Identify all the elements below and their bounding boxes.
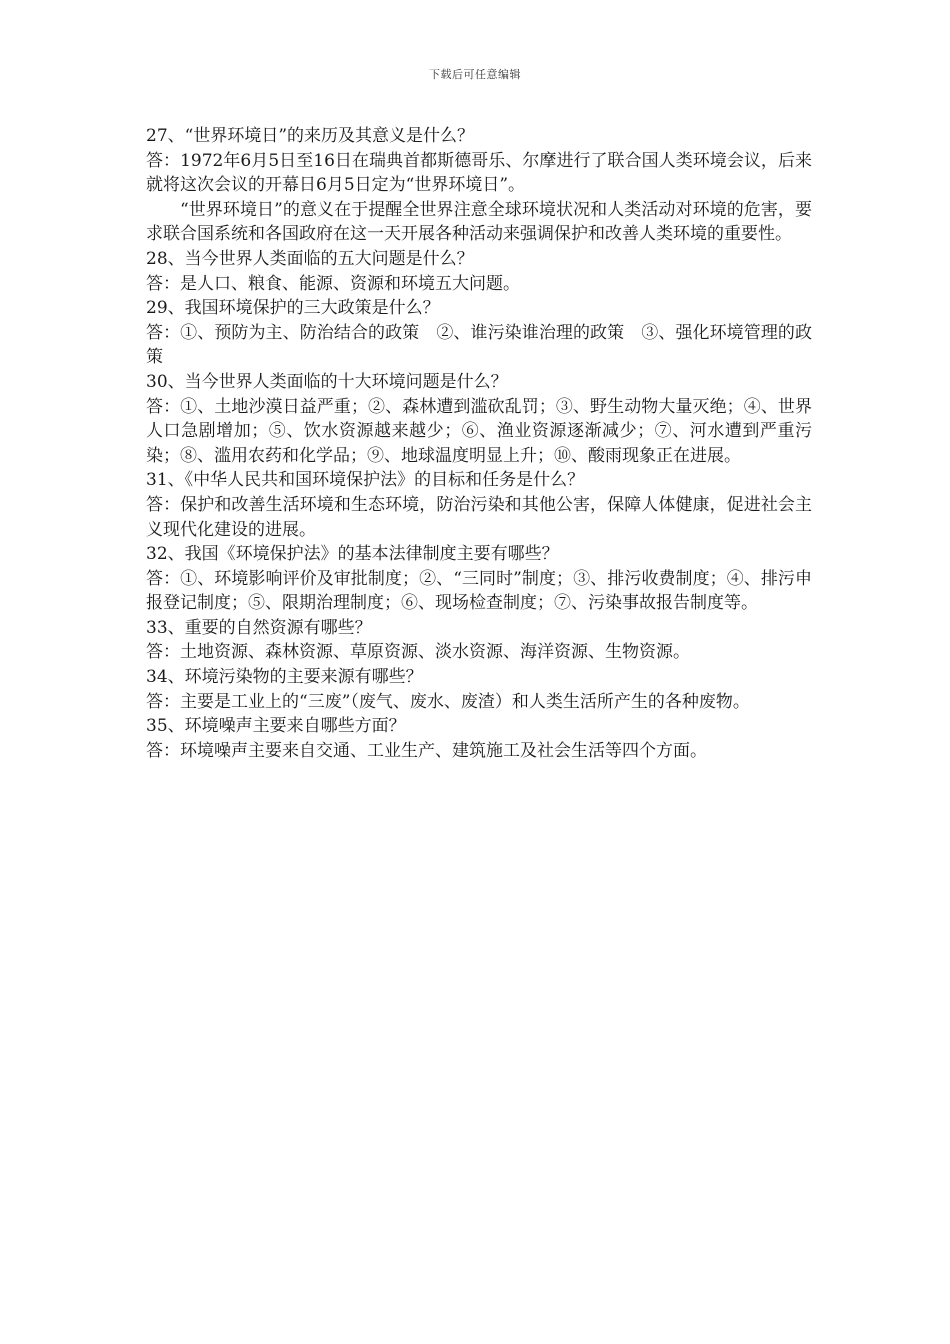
document-body (146, 124, 812, 763)
answer-34: 答：主要是工业上的“三废”（废气、废水、废渣）和人类生活所产生的各种废物。 (146, 691, 750, 712)
question-31: 31、《中华人民共和国环境保护法》的目标和任务是什么？ (146, 470, 585, 491)
answer-27-meaning: “世界环境日”的意义在于提醒全世界注意全球环境状况和人类活动对环境的危害，要求联合国系统和各国政府在这一天开展各种活动来强调保护和改善人类环境的重要性。 (146, 199, 812, 245)
question-29: 29、我国环境保护的三大政策是什么？ (146, 298, 440, 319)
question-27: 27、“世界环境日”的来历及其意义是什么？ (146, 126, 475, 146)
question-34: 34、环境污染物的主要来源有哪些？ (146, 667, 423, 688)
question-32: 32、我国《环境保护法》的基本法律制度主要有哪些？ (146, 544, 559, 565)
page-header: 下载后可任意编辑 (429, 68, 521, 81)
question-35: 35、环境噪声主要来自哪些方面？ (146, 716, 406, 737)
answer-32: 答：①、环境影响评价及审批制度；②、“三同时”制度；③、排污收费制度；④、排污申报登记制度；⑤、限期治理制度；⑥、现场检查制度；⑦、污染事故报告制度等。 (146, 568, 812, 614)
answer-27: 答：1972年6月5日至16日在瑞典首都斯德哥乐、尔摩进行了联合国人类环境会议，后来就将这次会议的开幕日6月5日定为“世界环境日”。 (146, 150, 812, 196)
question-30: 30、当今世界人类面临的十大环境问题是什么？ (146, 371, 508, 392)
answer-31: 答：保护和改善生活环境和生态环境，防治污染和其他公害，保障人体健康，促进社会主义现代化建设的进展。 (146, 494, 812, 540)
question-28: 28、当今世界人类面临的五大问题是什么？ (146, 248, 474, 269)
answer-29: 答：①、预防为主、防治结合的政策 ②、谁污染谁治理的政策 ③、强化环境管理的政策 (146, 322, 812, 368)
answer-28: 答：是人口、粮食、能源、资源和环境五大问题。 (146, 273, 520, 294)
answer-33: 答：土地资源、森林资源、草原资源、淡水资源、海洋资源、生物资源。 (146, 642, 690, 663)
answer-30: 答：①、土地沙漠日益严重；②、森林遭到滥砍乱罚；③、野生动物大量灭绝；④、世界人口急剧增加；⑤、饮水资源越来越少；⑥、渔业资源逐渐减少；⑦、河水遭到严重污染；⑧、滥用农药和化学品；⑨、地球温度明显上升；⑩、酸雨现象正在进展。 (146, 396, 812, 466)
answer-35: 答：环境噪声主要来自交通、工业生产、建筑施工及社会生活等四个方面。 (146, 740, 707, 761)
question-33: 33、重要的自然资源有哪些？ (146, 617, 372, 638)
